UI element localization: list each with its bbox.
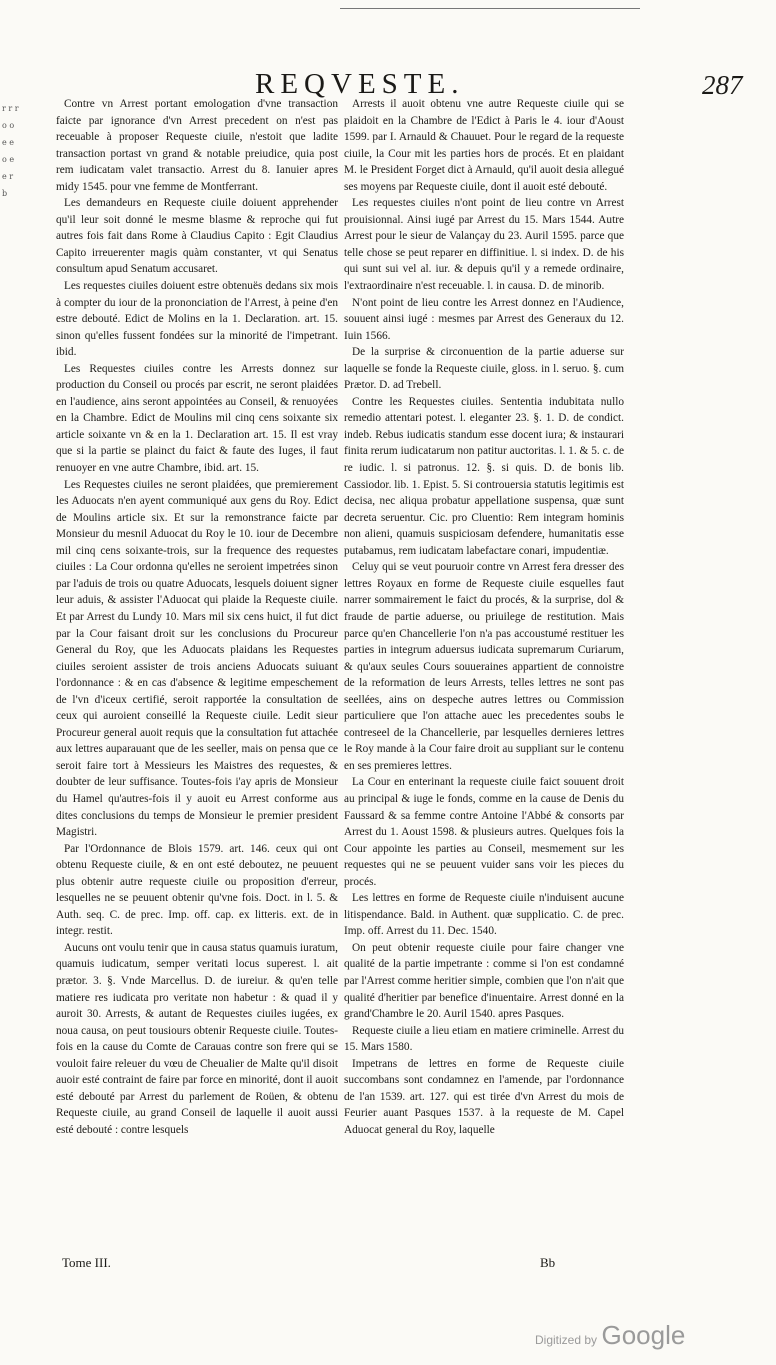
digitized-watermark bbox=[535, 1320, 685, 1351]
paragraph: Requeste ciuile a lieu etiam en matiere criminelle. Arrest du 15. Mars 1580. bbox=[344, 1024, 624, 1054]
paragraph: La Cour en enterinant la requeste ciuile faict souuent droit au principal & iuge le fonds, comme en la cause de Denis du Faussard & sa femme contre Antoine l'Abbé & consorts par Arrest du 1. Aoust 1598. & plusieurs autres. Quelques fois la Cour appointe les parties au Conseil, mesmement sur les requestes qui ne se peuuent vuider sans voir les pieces du procés. bbox=[344, 776, 624, 888]
paragraph: Aucuns ont voulu tenir que in causa status quamuis iuratum, quamuis iudicatum, semper veritati locus superest. l. ait prætor. 3. §. Vnde Marcellus. D. de iureiur. & qu'en telle matiere res iudicata pro veritate non habetur : & quad il y auroit 30. Arrests, & autant de Requestes ciuiles iugées, ex noua causa, on peut tousiours obtenir Requeste ciuile. Toutes-fois en la cause du Comte de Carauas contre son frere qui se vouloit faire releuer du vœu de Cheualier de Malte qu'il disoit auoir esté contraint de faire par force en minorité, dont il auoit esté debouté par Arrest du parlement de Roüen, & obtenu Requeste ciuile, au grand Conseil de laquelle il auoit aussi esté debouté : contre lesquels bbox=[56, 941, 338, 1136]
paragraph: N'ont point de lieu contre les Arrest donnez en l'Audience, souuent ainsi iugé : mesmes par Arrest des Generaux du 12. Iuin 1566. bbox=[344, 296, 624, 342]
paragraph: Les requestes ciuiles doiuent estre obtenuës dedans six mois à compter du iour de la prononciation de l'Arrest, à peine d'en estre debouté. Edict de Molins en la 1. Declaration. art. 15. sinon qu'elles fussent fondées sur la minorité de l'impetrant. ibid. bbox=[56, 280, 338, 359]
paragraph: Les Requestes ciuiles contre les Arrests donnez sur production du Conseil ou procés par escrit, ne seront plaidées en l'audience, ains seront appointées au Conseil, & renuoyées en la Chambre. Edict de Moulins mil cinq cens soixante six article soixante vn & en la 1. Declaration art. 15. Il est vray que si la partie se plainct du faict & faute des Iuges, il faut renuoyer en vne autre Chambre, ibid. art. 15. bbox=[56, 362, 338, 475]
margin-notes: r r r o o e e o e e r b bbox=[2, 104, 19, 198]
paragraph: Contre les Requestes ciuiles. Sententia indubitata nullo remedio attentari potest. l. eleganter 23. §. 1. D. de condict. indeb. Rebus iudicatis standum esse docent iura; & instaurari finita rerum iudicatarum non patitur auctoritas. l. 1. & 5. c. de re iudic. l. si patronus. 12. §. si quis. D. de bonis lib. Cassiodor. lib. 1. Epist. 5. Si controuersia statutis legitimis est decisa, nec aliqua probatur appellatione suspensa, quæ sunt decreta seruentur. Cic. pro Cluentio: Rem integram hominis non alieni, quamuis suspiciosam defendere, humanitatis esse putabamus, rem iudicatam labefactare conari, impudentiæ. bbox=[344, 395, 624, 557]
top-rule bbox=[340, 8, 640, 9]
watermark-prefix: Digitized by bbox=[535, 1333, 598, 1347]
volume-label: Tome III. bbox=[62, 1255, 111, 1270]
paragraph: Les Requestes ciuiles ne seront plaidées, que premierement les Aduocats n'en ayent communiqué aux gens du Roy. Edict de Moulins article six. Et sur la remonstrance faicte par Monsieur du mesnil Aduocat du Roy le 10. iour de Decembre mil cinq cens soixante-trois, sur la frequence des requestes ciuiles : La Cour ordonna qu'elles ne seroient impetrées sinon par l'aduis de trois ou quatre Aduocats, lesquels doiuent signer leur aduis, & assister l'Aduocat qui plaide la Requeste ciuile. Et par Arrest du Lundy 10. Mars mil six cens huict, il fut dict par la Cour faisant droit sur les conclusions du Procureur General du Roy, que les Aduocats plaidans les Requestes ciuiles seroient assister de trois anciens Aduocats suiuant l'ordonnance : & en cas d'absence & legitime empeschement de l'vn d'iceux certifié, seroit rapportée la consultation de ceux qui auroient conseillé la Requeste ciuile. Ledit sieur Procureur general auoit requis que la consultation fut attachée aux lettres auparauant que de les seeller, mais on pensa que ce seroit faire tort à Messieurs les Maistres des requestes, & doubter de leur suffisance. Toutes-fois i'ay apris de Monsieur du Hamel qu'autres-fois il y auoit eu Arrest conforme aus dites conclusions du temps de Monsieur le premier president Magistri. bbox=[56, 478, 338, 839]
paragraph: Contre vn Arrest portant emologation d'vne transaction faicte par ignorance d'vn Arrest precedent on n'est pas receuable à proposer Requeste ciuile, n'estoit que ladite transaction portast vn grand & notable preiudice, quia post rem iudicatam valet transactio. Arrest du 8. Ianuier apres midy 1545. pour vne femme de Montferrant. bbox=[56, 98, 338, 193]
google-logo: Google bbox=[601, 1320, 686, 1350]
signature-mark: Bb bbox=[540, 1255, 556, 1270]
right-column bbox=[344, 96, 624, 1138]
paragraph: On peut obtenir requeste ciuile pour faire changer vne qualité de la partie impetrante : comme si l'on est condamné par l'Arrest comme heritier simple, combien que l'on n'ait que qualité d'heritier par benefice d'inuentaire. Arrest donné en la grand'Chambre le 20. Auril 1540. apres Pasques. bbox=[344, 941, 624, 1021]
paragraph: Arrests il auoit obtenu vne autre Requeste ciuile qui se plaidoit en la Chambre de l'Edict à Paris le 4. iour d'Aoust 1599. par I. Arnauld & Chauuet. Pour le regard de la requeste ciuile, la Cour mit les parties hors de procés. Et en plaidant M. le President Forget dict à Arnauld, qu'il auoit desia allegué ses moyens par Requeste ciuile, dont il auoit esté debouté. bbox=[344, 98, 624, 193]
running-title: REQVESTE. bbox=[255, 68, 465, 100]
paragraph: Les demandeurs en Requeste ciuile doiuent apprehender qu'il leur soit donné le mesme blasme & reproche qui fut autres fois fait dans Rome à Claudius Capito : Egit Claudius Capito irreuerenter magis quàm constanter, vt qui Senatus consultum apud Senatum accusaret. bbox=[56, 197, 338, 276]
paragraph: Par l'Ordonnance de Blois 1579. art. 146. ceux qui ont obtenu Requeste ciuile, & en ont esté deboutez, ne peuuent plus obtenir autre requeste ciuile ou proposition d'erreur, lesquelles ne se peuuent obtenir qu'vne fois. Doct. in l. 5. & Auth. seq. C. de prec. Imp. off. cap. ex litteris. ext. de in integr. restit. bbox=[56, 842, 338, 938]
left-column bbox=[56, 96, 338, 1138]
paragraph: Les lettres en forme de Requeste ciuile n'induisent aucune litispendance. Bald. in Authent. quæ supplicatio. C. de prec. Imp. off. Arrest du 11. Dec. 1540. bbox=[344, 892, 624, 938]
paragraph: Impetrans de lettres en forme de Requeste ciuile succombans sont condamnez en l'amende, par l'ordonnance de l'an 1539. art. 127. qui est tirée d'vn Arrest du mois de Feurier auant Pasques 1537. à la requeste de M. Capel Aduocat general du Roy, laquelle bbox=[344, 1057, 624, 1136]
paragraph: De la surprise & circonuention de la partie aduerse sur laquelle se fonde la Requeste ciuile, gloss. in l. seruo. §. cum Prætor. D. ad Trebell. bbox=[344, 346, 624, 392]
page-number: 287 bbox=[702, 70, 743, 100]
paragraph: Celuy qui se veut pouruoir contre vn Arrest fera dresser des lettres Royaux en forme de Requeste ciuile esquelles faut narrer sommairement le faict du procés, & la surprise, dol & fraude de partie aduerse, ou priuilege de restitution. Mais parce qu'en Chancellerie l'on n'a pas accoustumé restituer les parties in integrum aduersus iudicata supremarum Curiarum, & qu'aux seules Cours souueraines appartient de connoistre de la reformation de leurs Arrests, telles lettres ne sont pas seellées, ains on despeche autres lettres ou Commission particuliere que l'on attache auec les precedentes soubs le contreseel de la Chancellerie, par lesquelles dernieres lettres le Roy mande à la Cour faire droit au suppliant sur le contenu en ses premieres lettres. bbox=[344, 561, 624, 772]
paragraph: Les requestes ciuiles n'ont point de lieu contre vn Arrest prouisionnal. Ainsi iugé par Arrest du 15. Mars 1544. Autre Arrest pour le sieur de Valançay du 23. Auril 1595. parce que telle chose se peut reparer en diffinitiue. l. si index. D. de his qui sunt sui vel al. iur. & depuis qu'il y a remede ordinaire, l'extraordinaire n'est receuable. l. in causa. D. de minorib. bbox=[344, 197, 624, 293]
